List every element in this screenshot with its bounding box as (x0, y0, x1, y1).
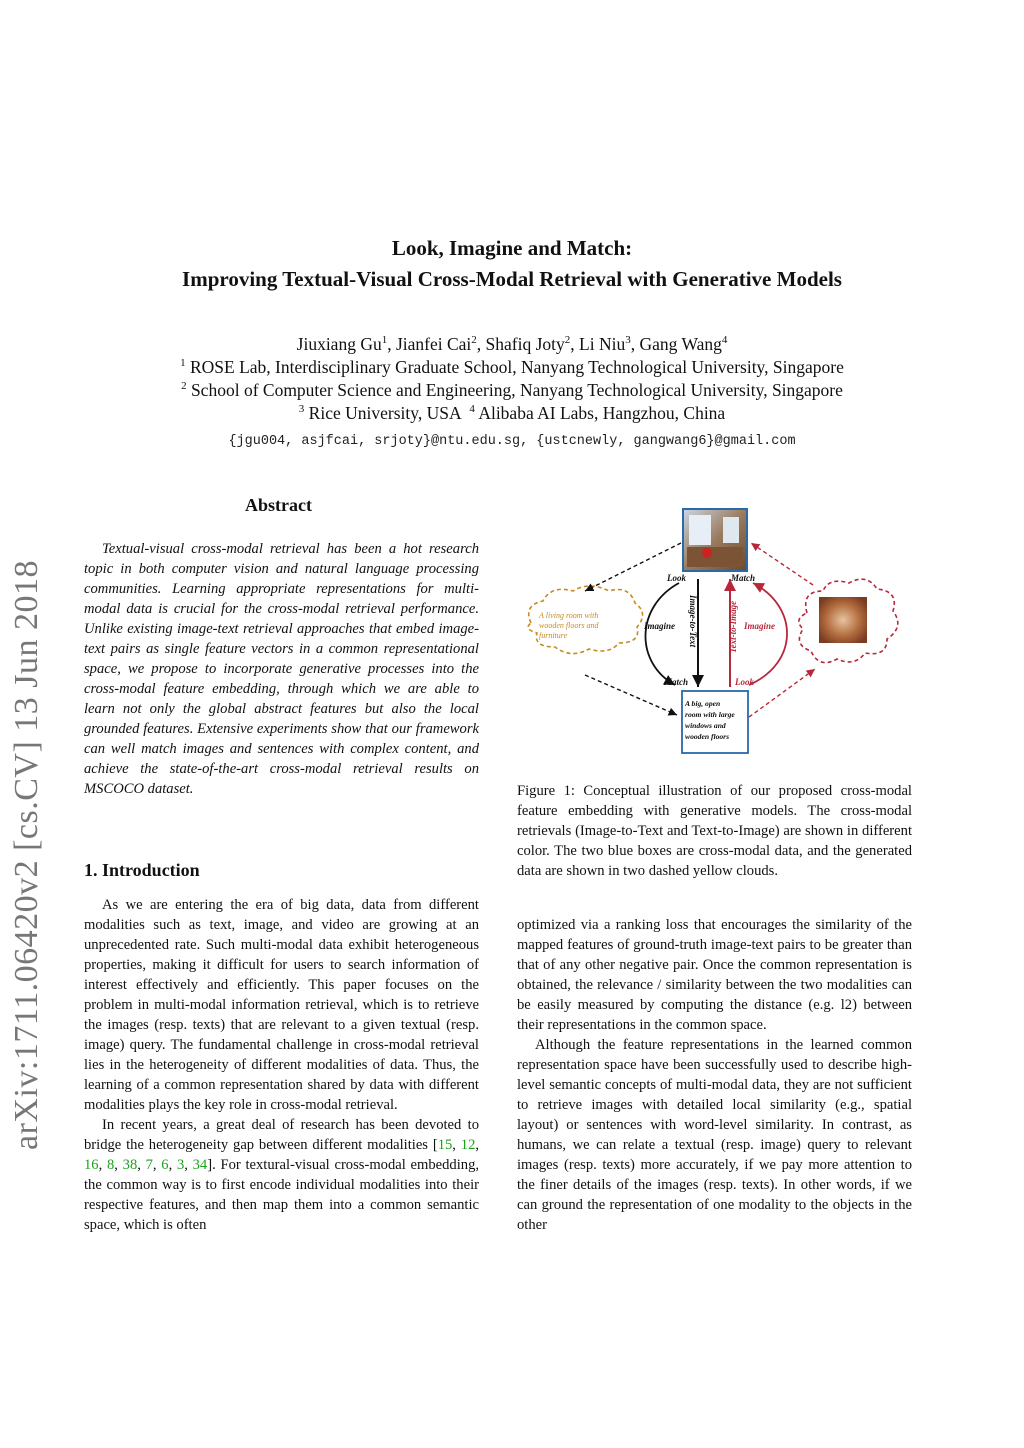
author-name: Jiuxiang Gu (296, 334, 382, 354)
box-text-line: A big, open (685, 699, 721, 708)
label-imagine-left: Imagine (644, 621, 676, 631)
label-image-to-text: Image-to-Text (688, 595, 698, 648)
citation-link[interactable]: 38 (122, 1157, 138, 1173)
abstract-heading: Abstract (245, 495, 312, 515)
label-look-top: Look (667, 573, 686, 583)
arrow-box-to-generated (749, 669, 815, 717)
paper-title-line2: Improving Textual-Visual Cross-Modal Retrieval with Generative Models (182, 267, 842, 291)
label-match-bottom: Match (664, 677, 689, 687)
cloud-text-line: A living room with (539, 611, 599, 620)
room-photo (683, 509, 747, 571)
box-text-line: room with large (685, 710, 735, 719)
intro-left-column (84, 895, 479, 1235)
figure-1-caption: Figure 1: Conceptual illustration of our proposed cross-modal feature embedding with generative models. The cross-modal retrievals (Image-to-Text and Text-to-Image) are shown in different color. The two blue boxes are cross-modal data, and the generated data are shown in two dashed yellow clouds. (517, 783, 912, 879)
citation-link[interactable]: 8 (106, 1157, 115, 1173)
sentence-box (682, 691, 748, 753)
author-name: Jianfei Cai (395, 334, 472, 354)
arxiv-side-label: arXiv:1711.06420v2 [cs.CV] 13 Jun 2018 (8, 559, 45, 1150)
paper-title-line1: Look, Imagine and Match: (391, 236, 633, 260)
cloud-text-line: furniture (539, 631, 568, 640)
citation-link[interactable]: 7 (145, 1157, 153, 1173)
box-text-line: wooden floors (685, 732, 730, 741)
label-text-to-image: Text-to-Image (728, 600, 738, 653)
label-imagine-right: Imagine (744, 621, 776, 631)
arrow-look-to-cloud (585, 543, 681, 591)
intro-paragraph-1: As we are entering the era of big data, data from different modalities such as text, image, and video are growing at an unprecedented rate. Such multi-modal data exhibit heterogeneous properties, making it difficult for users to search information of interest effectively and efficiently. This paper focuses on the problem in multi-modal information retrieval, which is to retrieve the images (resp. texts) that are relevant to a given textual (resp. image) query. The fundamental challenge in cross-modal retrieval lies in the heterogeneity of different modalities of data. Thus, the learning of a common representation shared by data with different modalities plays the key role in cross-modal retrieval. (84, 897, 479, 1113)
citation-link[interactable]: 34 (192, 1157, 208, 1173)
author-name: Gang Wang (639, 334, 722, 354)
curve-imagine-left (645, 583, 679, 685)
intro-paragraph-2: In recent years, a great deal of research has been devoted to bridge the heterogeneity gap between different modalities [15, 12, 16, 8, 38, 7, 6, 3, 34]. For textural-visual cross-modal embedding, the common way is to first encode individual modalities into their respective features, and then map them into a common semantic space, which is often (84, 1117, 480, 1233)
affiliation-2: $^2$ School of Computer Science and Engineering, Nanyang Technological University, Singapore (181, 380, 843, 400)
author-list: Jiuxiang Gu$^1$, Jianfei Cai$^2$, Shafiq Joty$^2$, Li Niu$^3$, Gang Wang$^4$ (296, 334, 728, 354)
citation-link[interactable]: 15 (437, 1137, 453, 1153)
cloud-text-line: wooden floors and (539, 621, 599, 630)
intro-paragraph-3: optimized via a ranking loss that encourages the similarity of the mapped features of ground-truth image-text pairs to be greater than that of any other negative pair. Once the common representation is obtained, the relevance / similarity between the two modalities can be easily measured by computing the distance (e.g. l2) between their representations in the common space. (517, 917, 912, 1033)
intro-paragraph-4: Although the feature representations in the learned common representation space have been successfully used to describe high-level semantic concepts of multi-modal data, they are not sufficient to retrieve images with detailed local similarity (e.g., spatial layout) or sentences with word-level similarity. In contrast, as humans, we can relate a textual (resp. image) query to relevant images (resp. texts) more accurately, if we pay more attention to the finer details of the images (resp. texts). In other words, if we can ground the representation of one modality to the objects in the other (517, 1037, 912, 1233)
label-look-bottom: Look (735, 677, 754, 687)
box-text-line: windows and (685, 721, 726, 730)
abstract-body: Textual-visual cross-modal retrieval has been a hot research topic in both computer vision and natural language processing communities. Learning appropriate representations for multi-modal data is crucial for the cross-modal retrieval performance. Unlike existing image-text retrieval approaches that embed image-text pairs as single feature vectors in a common representational space, we propose to incorporate generative processes into the cross-modal feature embedding, through which we are able to learn not only the global abstract features but also the local grounded features. Extensive experiments show that our framework can well match images and sentences with complex content, and achieve the state-of-the-art cross-modal retrieval results on MSCOCO dataset. (84, 541, 479, 797)
label-match-top: Match (731, 573, 756, 583)
author-name: Shafiq Joty (485, 334, 565, 354)
generated-text-cloud (528, 586, 642, 654)
affiliation-3-4: $^3$ Rice University, USA $^4$ Alibaba AI Labs, Hangzhou, China (298, 403, 726, 423)
figure-1-diagram (517, 503, 913, 761)
citation-link[interactable]: 6 (161, 1157, 169, 1173)
citation-link[interactable]: 3 (176, 1157, 185, 1173)
generated-image-cloud (799, 579, 898, 662)
curve-imagine-right (749, 583, 787, 685)
intro-right-column (517, 915, 912, 1235)
affiliation-1: $^1$ ROSE Lab, Interdisciplinary Graduate School, Nanyang Technological University, Singapore (180, 357, 844, 377)
citation-link[interactable]: 12 (460, 1137, 476, 1153)
author-emails: {jgu004, asjfcai, srjoty}@ntu.edu.sg, {ustcnewly, gangwang6}@gmail.com (228, 434, 796, 449)
arrow-generated-to-photo (751, 543, 813, 585)
citation-link[interactable]: 16 (84, 1157, 99, 1173)
section-heading-introduction: 1. Introduction (84, 860, 200, 880)
author-name: Li Niu (579, 334, 626, 354)
